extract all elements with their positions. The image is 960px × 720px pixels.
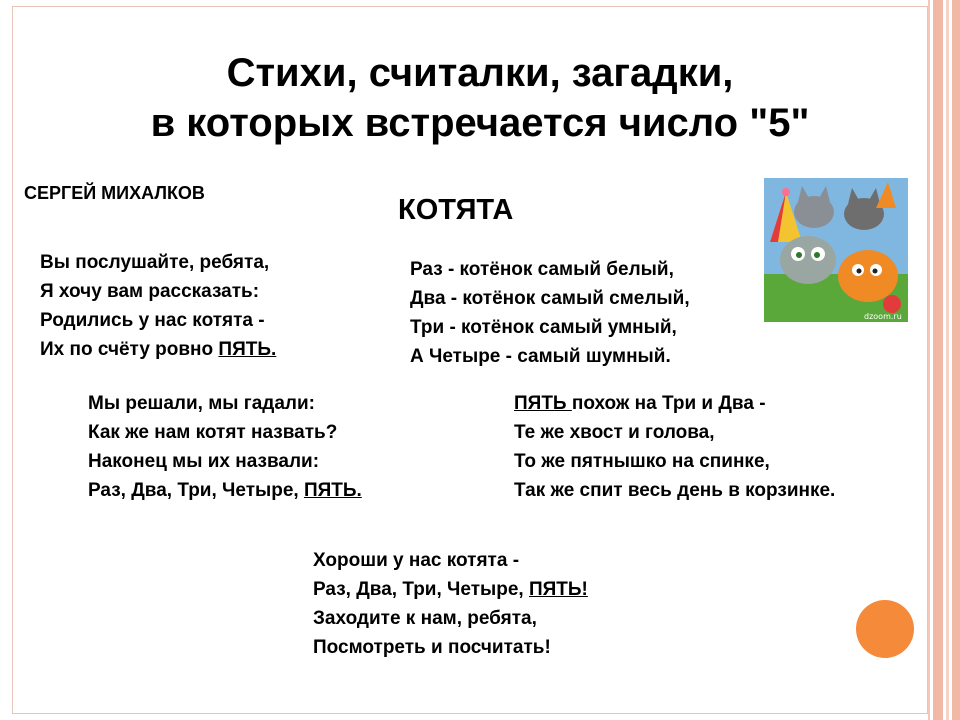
stanza-line: Как же нам котят назвать? xyxy=(88,422,338,443)
stanza-4 xyxy=(514,389,835,505)
stanza-line: Заходите к нам, ребята, xyxy=(313,608,537,629)
stanza-line xyxy=(88,476,362,505)
line-text: похож на Три и Два - xyxy=(571,393,766,414)
kitten-tabby xyxy=(780,236,836,284)
kitten-pupil xyxy=(873,269,878,274)
stanza-line: То же пятнышко на спинке, xyxy=(514,451,770,472)
stripe xyxy=(946,0,949,720)
stripe xyxy=(952,0,960,720)
stanza-line: Мы решали, мы гадали: xyxy=(88,393,315,414)
stanza-line: Те же хвост и голова, xyxy=(514,422,715,443)
title-line-1: Стихи, считалки, загадки, xyxy=(226,51,734,95)
title-line-2: в которых встречается число "5" xyxy=(150,101,810,145)
underlined-number-word: ПЯТЬ! xyxy=(528,579,588,600)
ball-icon xyxy=(883,295,901,313)
underlined-number-word: ПЯТЬ. xyxy=(303,480,362,501)
kitten-pupil xyxy=(796,252,802,258)
kitten-orange xyxy=(838,250,898,302)
stanza-2 xyxy=(410,255,690,371)
poem-author: СЕРГЕЙ МИХАЛКОВ xyxy=(24,183,205,203)
stanza-line: Так же спит весь день в корзинке. xyxy=(514,480,836,501)
image-watermark: dzoom.ru xyxy=(864,312,902,321)
stanza-line: Хороши у нас котята - xyxy=(313,550,520,571)
stanza-line: Посмотреть и посчитать! xyxy=(313,637,551,658)
stanza-line: Два - котёнок самый смелый, xyxy=(410,288,690,309)
kittens-illustration xyxy=(764,178,908,322)
stanza-line: Родились у нас котята - xyxy=(40,310,265,331)
decorative-stripes xyxy=(928,0,960,720)
underlined-number-word: ПЯТЬ xyxy=(514,393,572,414)
stanza-line xyxy=(514,389,835,418)
stanza-line: Раз - котёнок самый белый, xyxy=(410,259,674,280)
kitten-pupil xyxy=(814,252,820,258)
slide-title xyxy=(40,48,920,148)
hat-pompom xyxy=(782,188,790,196)
stanza-line: Наконец мы их назвали: xyxy=(88,451,320,472)
stanza-line: Вы послушайте, ребята, xyxy=(40,252,270,273)
stanza-line: А Четыре - самый шумный. xyxy=(410,346,671,367)
kitten-pupil xyxy=(857,269,862,274)
line-text: Раз, Два, Три, Четыре, xyxy=(313,579,529,600)
stanza-line: Я хочу вам рассказать: xyxy=(40,281,260,302)
stripe xyxy=(933,0,943,720)
stanza-line xyxy=(40,335,276,364)
line-text: Раз, Два, Три, Четыре, xyxy=(88,480,304,501)
stanza-line: Три - котёнок самый умный, xyxy=(410,317,677,338)
underlined-number-word: ПЯТЬ. xyxy=(218,339,277,360)
stanza-1 xyxy=(40,248,276,364)
line-text: Их по счёту ровно xyxy=(40,339,219,360)
stanza-line xyxy=(313,575,588,604)
poem-title: КОТЯТА xyxy=(398,194,514,226)
orange-circle-decoration xyxy=(856,600,914,658)
stanza-3 xyxy=(88,389,362,505)
stripe xyxy=(928,0,930,720)
stanza-5 xyxy=(313,546,588,662)
